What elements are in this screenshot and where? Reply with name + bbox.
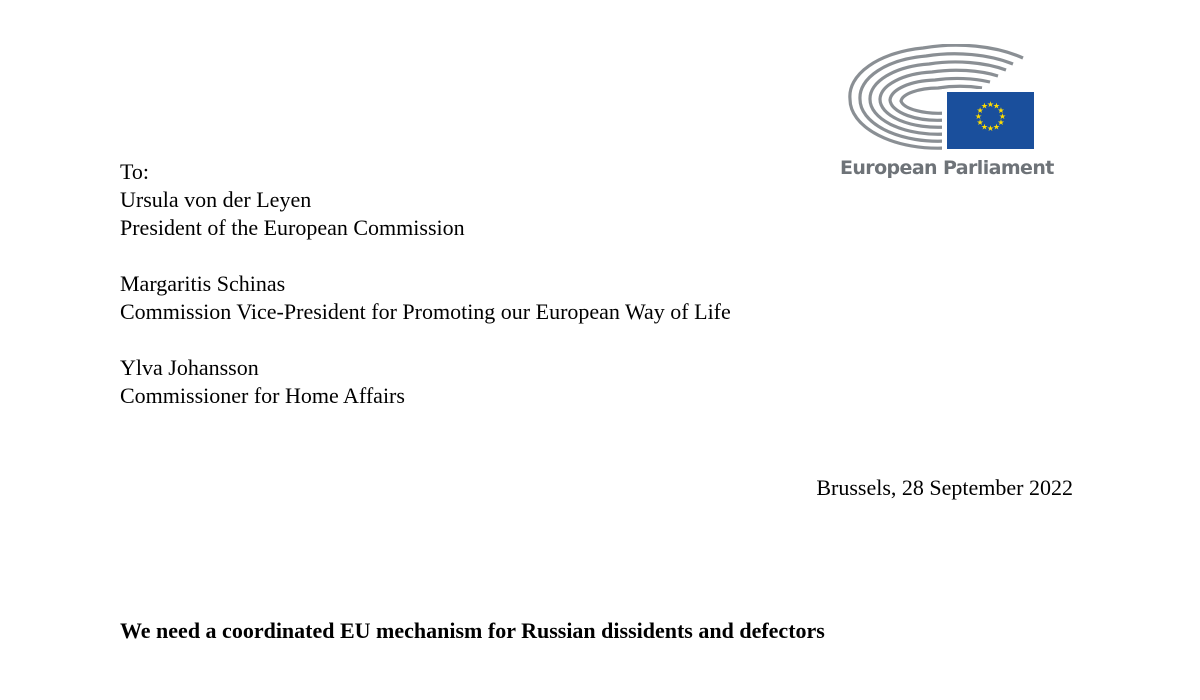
svg-text:★: ★ bbox=[974, 112, 983, 121]
letter-subject: We need a coordinated EU mechanism for Russian dissidents and defectors bbox=[120, 618, 825, 643]
eu-flag-icon bbox=[947, 92, 1034, 149]
recipient-name: Ursula von der Leyen bbox=[120, 187, 312, 212]
organisation-name: European Parliament bbox=[840, 157, 1054, 179]
recipient-name: Margaritis Schinas bbox=[120, 271, 286, 296]
svg-text:★: ★ bbox=[992, 122, 1001, 132]
recipient-title: Commissioner for Home Affairs bbox=[120, 383, 405, 408]
place-date: Brussels, 28 September 2022 bbox=[816, 475, 1073, 500]
parliament-hemicycle-icon bbox=[838, 44, 1038, 154]
recipients-block bbox=[120, 158, 731, 438]
svg-text:★: ★ bbox=[997, 106, 1005, 115]
svg-text:★: ★ bbox=[976, 106, 984, 115]
european-parliament-logo bbox=[838, 44, 1054, 189]
recipient-title: Commission Vice-President for Promoting our European Way of Life bbox=[120, 299, 731, 324]
recipient-title: President of the European Commission bbox=[120, 215, 465, 240]
recipient bbox=[120, 354, 731, 410]
svg-text:★: ★ bbox=[986, 100, 995, 109]
recipient bbox=[120, 270, 731, 326]
svg-text:★: ★ bbox=[976, 118, 984, 127]
recipient-name: Ylva Johansson bbox=[120, 355, 259, 380]
to-label: To: bbox=[120, 159, 150, 184]
svg-text:★: ★ bbox=[980, 122, 989, 132]
svg-text:★: ★ bbox=[992, 101, 1001, 111]
recipient bbox=[120, 186, 731, 242]
svg-text:★: ★ bbox=[997, 118, 1005, 127]
svg-text:★: ★ bbox=[980, 101, 989, 111]
svg-text:★: ★ bbox=[998, 112, 1007, 121]
svg-text:★: ★ bbox=[986, 124, 995, 133]
